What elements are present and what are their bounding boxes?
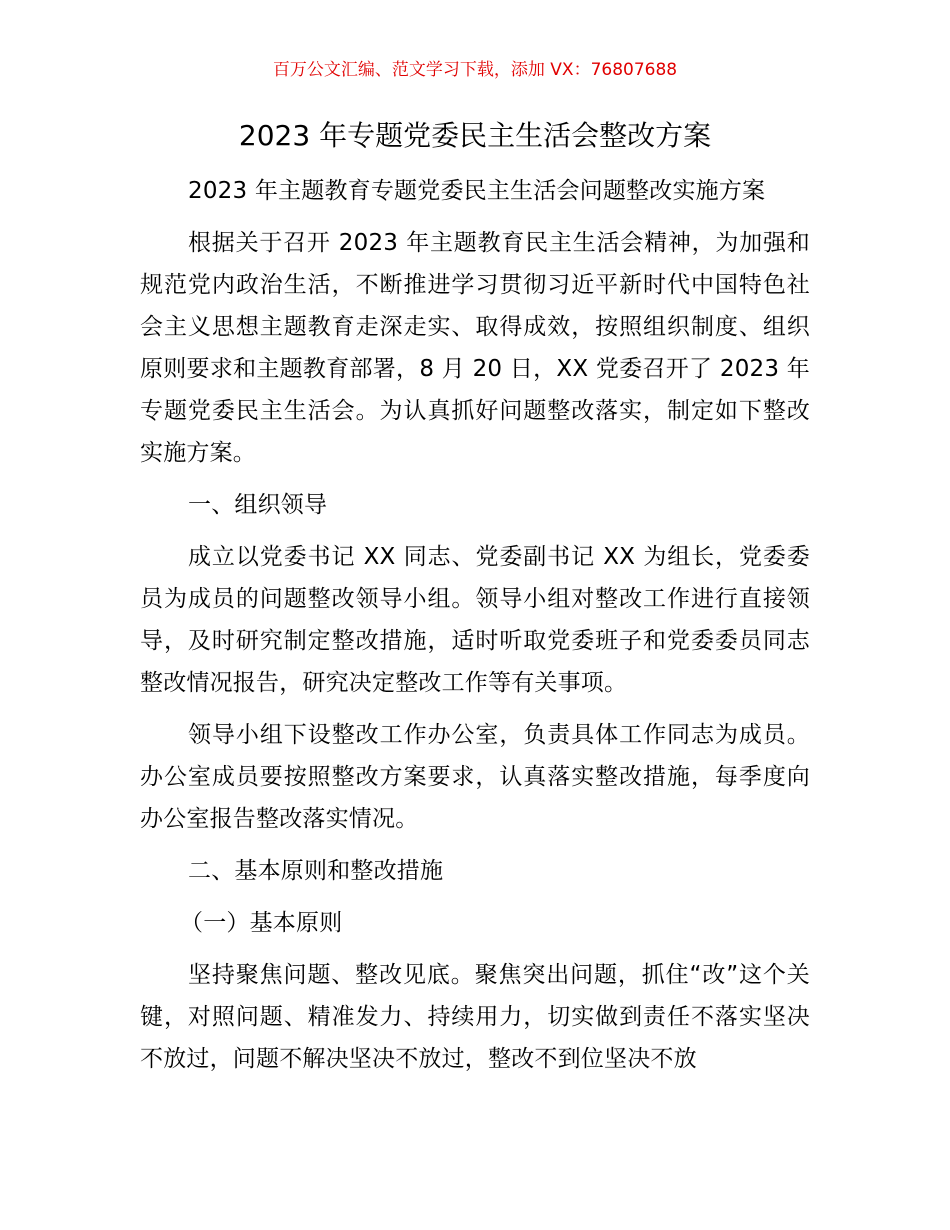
office-paragraph: 领导小组下设整改工作办公室，负责具体工作同志为成员。办公室成员要按照整改方案要求，认真落实整改措施，每季度向办公室报告整改落实情况。: [140, 722, 810, 832]
section-heading-organization: 一、组织领导: [188, 492, 328, 518]
intro-paragraph: 根据关于召开 2023 年主题教育民主生活会精神，为加强和规范党内政治生活，不断推进学习贯彻习近平新时代中国特色社会主义思想主题教育走深走实、取得成效，按照组织制度、组织原则要求和主题教育部署，8 月 20 日，XX 党委召开了 2023 年专题党委民主生活会。为认真抓好问题整改落实，制定如下整改实施方案。: [140, 230, 810, 466]
subtitle-paragraph: 2023 年主题教育专题党委民主生活会问题整改实施方案: [188, 178, 766, 204]
organization-paragraph: 成立以党委书记 XX 同志、党委副书记 XX 为组长，党委委员为成员的问题整改领导小组。领导小组对整改工作进行直接领导，及时研究制定整改措施，适时听取党委班子和党委委员同志整改情况报告，研究决定整改工作等有关事项。: [140, 544, 810, 696]
document-title: 2023 年专题党委民主生活会整改方案: [238, 119, 712, 152]
document-body: [140, 170, 810, 1090]
promo-header: 百万公文汇编、范文学习下载，添加 VX：76807688: [272, 60, 678, 80]
subsection-heading-basic-principles: （一）基本原则: [180, 910, 343, 936]
principles-paragraph: 坚持聚焦问题、整改见底。聚焦突出问题，抓住“改”这个关键，对照问题、精准发力、持续用力，切实做到责任不落实坚决不放过，问题不解决坚决不放过，整改不到位坚决不放: [140, 962, 810, 1072]
section-heading-principles: 二、基本原则和整改措施: [188, 858, 444, 884]
